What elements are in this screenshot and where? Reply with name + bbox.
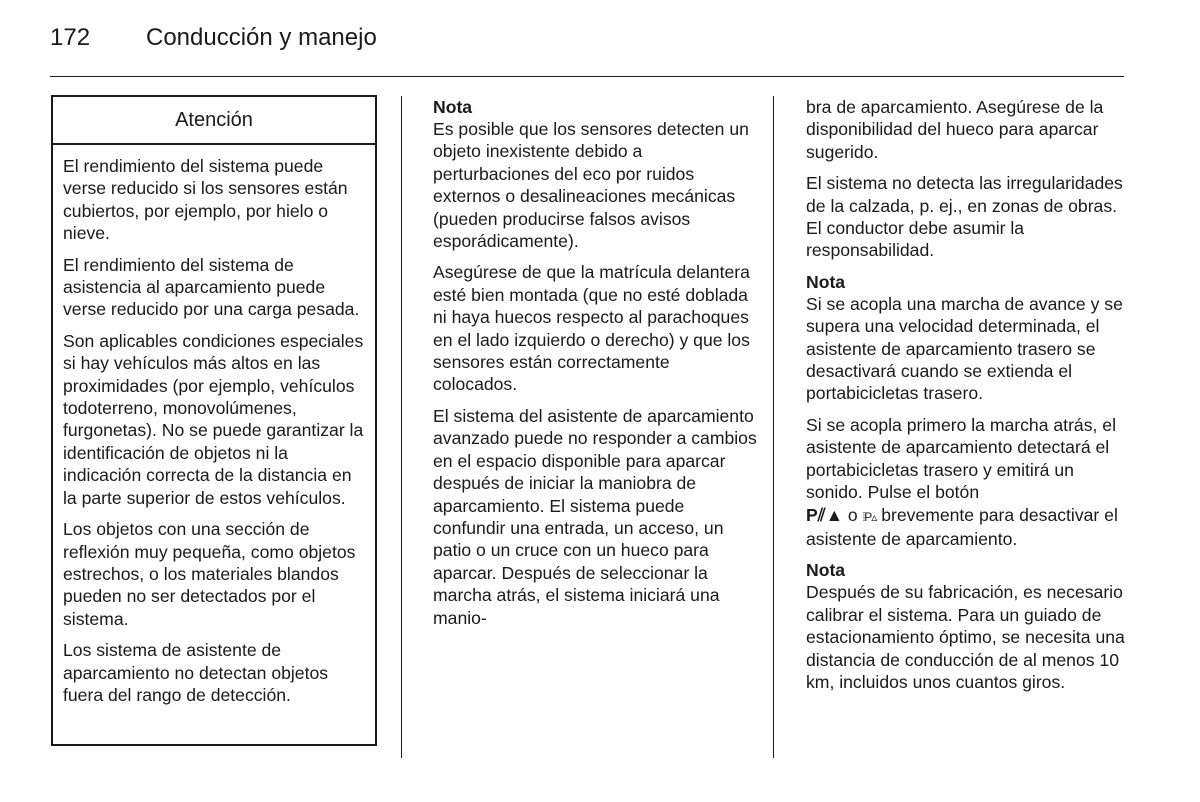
warning-body [53, 145, 375, 706]
page-header [50, 24, 377, 60]
section-title: Conducción y manejo [146, 24, 377, 51]
body-paragraph: El sistema no detecta las irregularidades de la calzada, p. ej., en zonas de obras. El conductor debe asumir la responsabilidad. [806, 173, 1123, 261]
page-number: 172 [50, 24, 91, 51]
note-heading: Nota [806, 271, 846, 292]
column-divider-1 [401, 96, 402, 758]
warning-paragraph: Los sistema de asistente de aparcamiento no detectan objetos fuera del rango de detección. [63, 640, 329, 705]
warning-paragraph: El rendimiento del sistema de asistencia al aparcamiento puede verse reducido por una carga pesada. [63, 254, 360, 320]
warning-paragraph: Son aplicables condiciones especiales si hay vehículos más altos en las proximidades (por ejemplo, vehículos todoterreno, monovolúmenes, furgonetas). No se puede garantizar la identificación de objetos ni la indicación correcta de la distancia en la parte superior de estos vehículos. [63, 330, 364, 508]
note-text: Es posible que los sensores detecten un objeto inexistente debido a perturbaciones del eco por ruidos externos o desalineaciones mecánicas (pueden producirse falsos avisos esporádicamente). [433, 119, 749, 252]
body-paragraph: bra de aparcamiento. Asegúrese de la disponibilidad del hueco para aparcar sugerido. [806, 97, 1104, 162]
note-heading: Nota [806, 560, 846, 581]
instruction-text-before: Si se acopla primero la marcha atrás, el asistente de aparcamiento detectará el portabicicletas trasero y emitirá un sonido. Pulse el botón [806, 414, 1116, 503]
warning-box [51, 95, 377, 746]
note-text: Después de su fabricación, es necesario calibrar el sistema. Para un guiado de estacionamiento óptimo, se necesita una distancia de conducción de al menos 10 km, incluidos unos cuantos giros. [806, 582, 1125, 692]
middle-column [433, 96, 758, 638]
button-instruction-paragraph [806, 414, 1128, 550]
header-rule [50, 76, 1124, 77]
body-paragraph: El sistema del asistente de aparcamiento avanzado puede no responder a cambios en el espacio disponible para aparcar después de iniciar la maniobra de aparcamiento. El sistema puede confundir una entrada, un acceso, un patio o un cruce con un hueco para aparcar. Después de seleccionar la marcha atrás, el sistema iniciará una manio- [433, 405, 757, 628]
column-divider-2 [773, 96, 774, 758]
instruction-text-after: brevemente para desactivar el asistente de aparcamiento. [806, 504, 1118, 549]
rear-assist-button-icon: ⦙P▵ [862, 509, 877, 524]
right-column [806, 96, 1128, 702]
connector-text: o [847, 504, 858, 525]
warning-paragraph: El rendimiento del sistema puede verse reducido si los sensores están cubiertos, por ejemplo, por hielo o nieve. [63, 156, 348, 244]
note-text: Si se acopla una marcha de avance y se supera una velocidad determinada, el asistente de aparcamiento trasero se desactivará cuando se extienda el portabicicletas trasero. [806, 293, 1123, 404]
warning-paragraph: Los objetos con una sección de reflexión muy pequeña, como objetos estrechos, o los materiales blandos pueden no ser detectados por el sistema. [63, 519, 356, 629]
note-heading: Nota [433, 97, 473, 117]
body-paragraph: Asegúrese de que la matrícula delantera esté bien montada (que no esté doblada ni haya huecos respecto al parachoques en el lado izquierdo o derecho) y que los sensores están correctamente colocados. [433, 262, 750, 395]
warning-title: Atención [53, 97, 375, 145]
park-assist-button-icon: P⫽▲ [806, 504, 843, 525]
